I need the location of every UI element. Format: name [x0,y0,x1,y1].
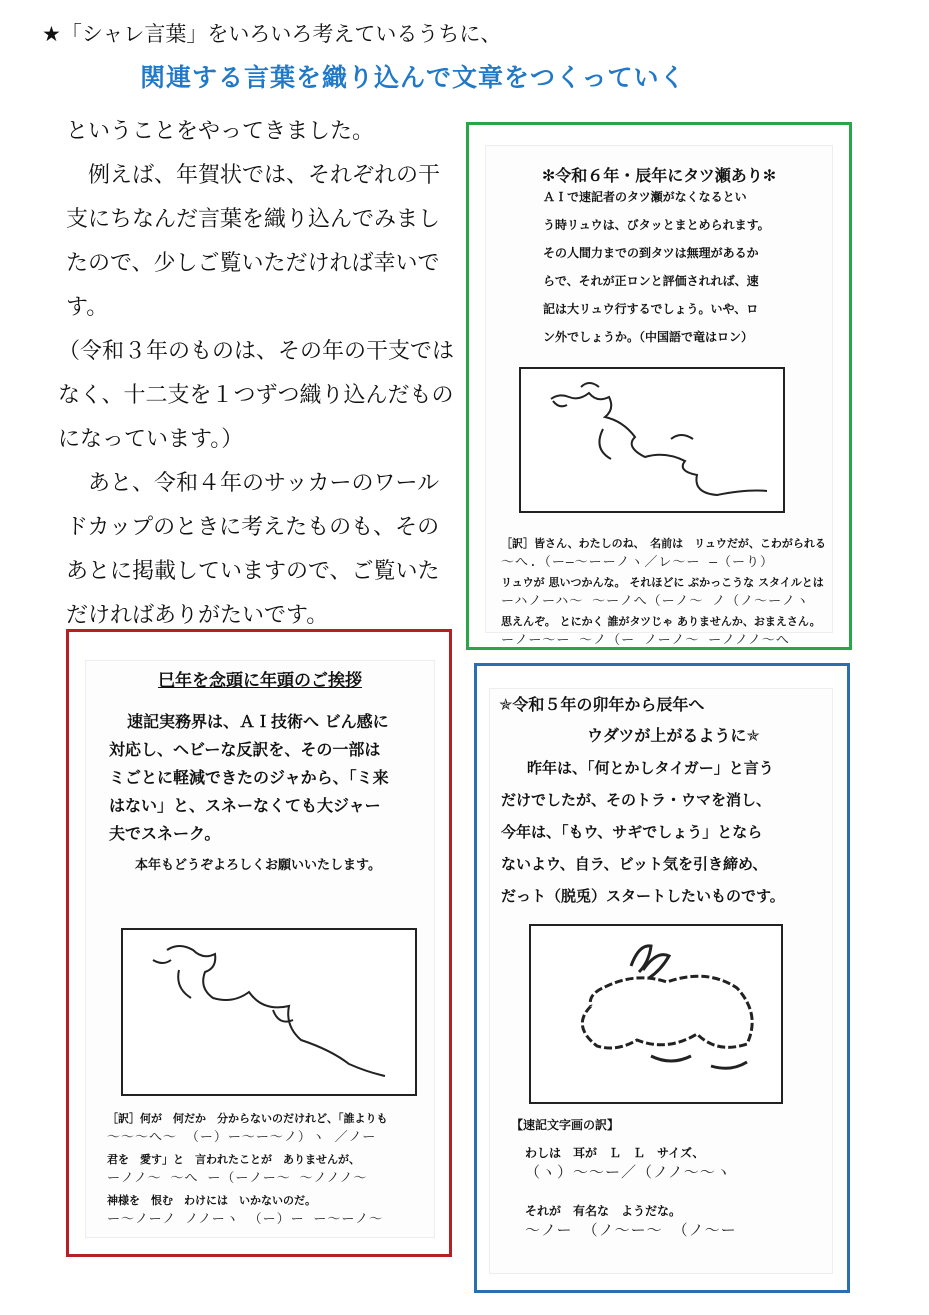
snake-greeting: 本年もどうぞよろしくお願いいたします。 [135,858,381,873]
dragon-line: らで、それが正ロンと評価されれば、速 [543,274,759,288]
snake-line: ミごとに軽減できたのジャから、「ミ来 [109,768,389,787]
snake-line: 対応し、ヘビーな反訳を、その一部は [109,740,381,759]
rabbit-line: 今年は、「もウ、サギでしょう」となら [501,823,763,841]
snake-card-body [109,708,389,880]
translation-line: 思えんぞ。 とにかく 誰がタツじゃ ありませんか、おまえさん。 [501,615,821,628]
dragon-card [466,122,852,650]
highlight-heading: 関連する言葉を織り込んで文章をつくっていく [140,63,686,92]
translation-line: それが 有名な ようだな。 [525,1204,682,1218]
paragraph-4: あと、令和４年のサッカーのワールドカップのときに考えたものも、そのあとに掲載していますので、ご覧いただければありがたいです。 [66,471,440,628]
rabbit-illustration [531,926,781,1102]
snake-line: 速記実務界は、ＡＩ技術へ ビん感に [127,712,389,731]
shorthand-line: 〜〜〜へ〜 （ー）ー〜ー〜ノ）ヽ ／ノー [107,1130,377,1145]
rabbit-shorthand-drawing [529,924,783,1104]
snake-card [66,629,452,1257]
dragon-line: 記は大リュウ行するでしょう。いや、ロ [543,302,759,316]
paragraph-1: ということをやってきました。 [66,119,375,144]
dragon-card-body [543,183,770,351]
shorthand-line: 〜へ.（ー―〜ーーノヽ／レ〜ー ―（ーり） [501,555,775,570]
rabbit-title-line-1: ✯令和５年の卯年から辰年へ [499,695,705,714]
shorthand-line: （ヽ）〜〜ー／（ノノ〜〜ヽ [525,1163,732,1181]
translation-line: ［訳］皆さん、わたしのね、 名前は リュウだが、こわがられる [501,537,826,550]
rabbit-line: だっト（脱兎）スタートしたいものです。 [501,887,785,905]
rabbit-translation-title: 【速記文字画の訳】 [511,1118,620,1132]
shorthand-line: ー〜ノーノ ノノーヽ （ー）ー ー〜ーノ〜 [107,1212,384,1227]
shorthand-line: 〜ノー （ノ〜ー〜 （ノ〜ー [525,1221,737,1239]
snake-translation [107,1110,425,1227]
snake-card-title: 巳年を念頭に年頭のご挨拶 [158,671,362,691]
dragon-illustration [521,369,783,511]
snake-line: 夫でスネーク。 [109,824,221,843]
intro-heading: ★「シャレ言葉」をいろいろ考えているうちに、 [42,22,502,46]
paragraph-2: 例えば、年賀状では、それぞれの干支にちなんだ言葉を織り込んでみましたので、少しご覧いただければ幸いです。 [66,163,441,320]
translation-line: わしは 耳が Ｌ Ｌ サイズ、 [525,1146,705,1160]
rabbit-card [474,663,850,1293]
dragon-card-title: ✻令和６年・辰年にタツ瀬あり✻ [541,166,777,185]
rabbit-translation [525,1144,823,1240]
snake-shorthand-drawing [121,928,417,1096]
dragon-line: ＡＩで速記者のタツ瀬がなくなるとい [543,190,747,204]
dragon-line: う時リュウは、びタッとまとめられます。 [543,218,770,232]
translation-line: 君を 愛す」と 言われたことが ありませんが、 [107,1153,360,1166]
snake-illustration [123,930,415,1094]
dragon-line: ン外でしょうか。（中国語で竜はロン） [543,330,754,344]
rabbit-card-title [499,692,760,746]
translation-line: 神様を 恨む わけには いかないのだ。 [107,1194,316,1207]
paragraph-3: （令和３年のものは、その年の干支ではなく、十二支を１つずつ織り込んだものになっています。） [58,339,455,452]
translation-line: リュウが 思いつかんな。 それほどに ぶかっこうな スタイルとは [501,576,824,589]
dragon-shorthand-drawing [519,367,785,513]
translation-line: ［訳］何が 何だか 分からないのだけれど、「誰よりも [107,1112,388,1125]
rabbit-card-body [501,752,785,912]
body-text [58,110,461,638]
shorthand-line: ーノー〜ー 〜ノ（ー ノーノ〜 ーノノノ〜へ [501,633,790,648]
rabbit-line: だけでしたが、そのトラ・ウマを消し、 [501,791,772,809]
dragon-line: その人間力までの到タツは無理があるか [543,246,759,260]
shorthand-line: ーノノ〜 〜へ ー（ーノー〜 〜ノノノ〜 [107,1171,368,1186]
shorthand-line: ーハノーハ〜 〜ーノへ（ーノ〜 ノ（ノ〜ーノヽ [501,594,810,609]
dragon-translation [501,535,826,648]
rabbit-line: ないよウ、自ラ、ビット気を引き締め、 [501,855,768,873]
rabbit-line: 昨年は、「何とかしタイガー」と言う [527,759,774,777]
rabbit-title-line-2: ウダツが上がるように✯ [587,726,760,745]
snake-line: はない」と、スネーなくても大ジャー [109,796,381,815]
